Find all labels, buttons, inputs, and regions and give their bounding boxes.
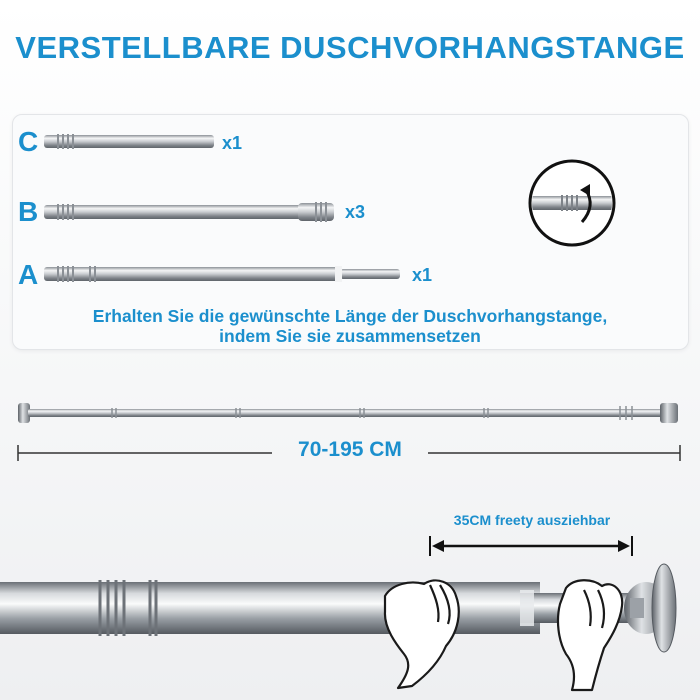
- caption-line-1: Erhalten Sie die gewünschte Länge der Duschvorhangstange,: [92, 306, 608, 326]
- length-range-label: 70-195 CM: [298, 438, 402, 461]
- twist-icon: [528, 161, 618, 245]
- extension-dimension-arrow: [430, 536, 632, 556]
- part-qty-c: x1: [222, 133, 243, 153]
- caption-line-2: indem Sie sie zusammensetzen: [219, 326, 481, 346]
- assembly-caption: [0, 306, 700, 346]
- part-c-rod: [44, 134, 214, 149]
- part-b-rod: [44, 202, 334, 222]
- part-letter-a: A: [18, 259, 39, 290]
- assembled-rod: [18, 403, 678, 423]
- extension-label: 35CM freety ausziehbar: [453, 512, 611, 528]
- part-letter-c: C: [18, 126, 39, 157]
- part-letter-b: B: [18, 196, 39, 227]
- part-qty-b: x3: [345, 202, 366, 222]
- part-qty-a: x1: [412, 265, 433, 285]
- part-a-rod: [44, 266, 400, 282]
- page-title: VERSTELLBARE DUSCHVORHANGSTANGE: [15, 30, 685, 65]
